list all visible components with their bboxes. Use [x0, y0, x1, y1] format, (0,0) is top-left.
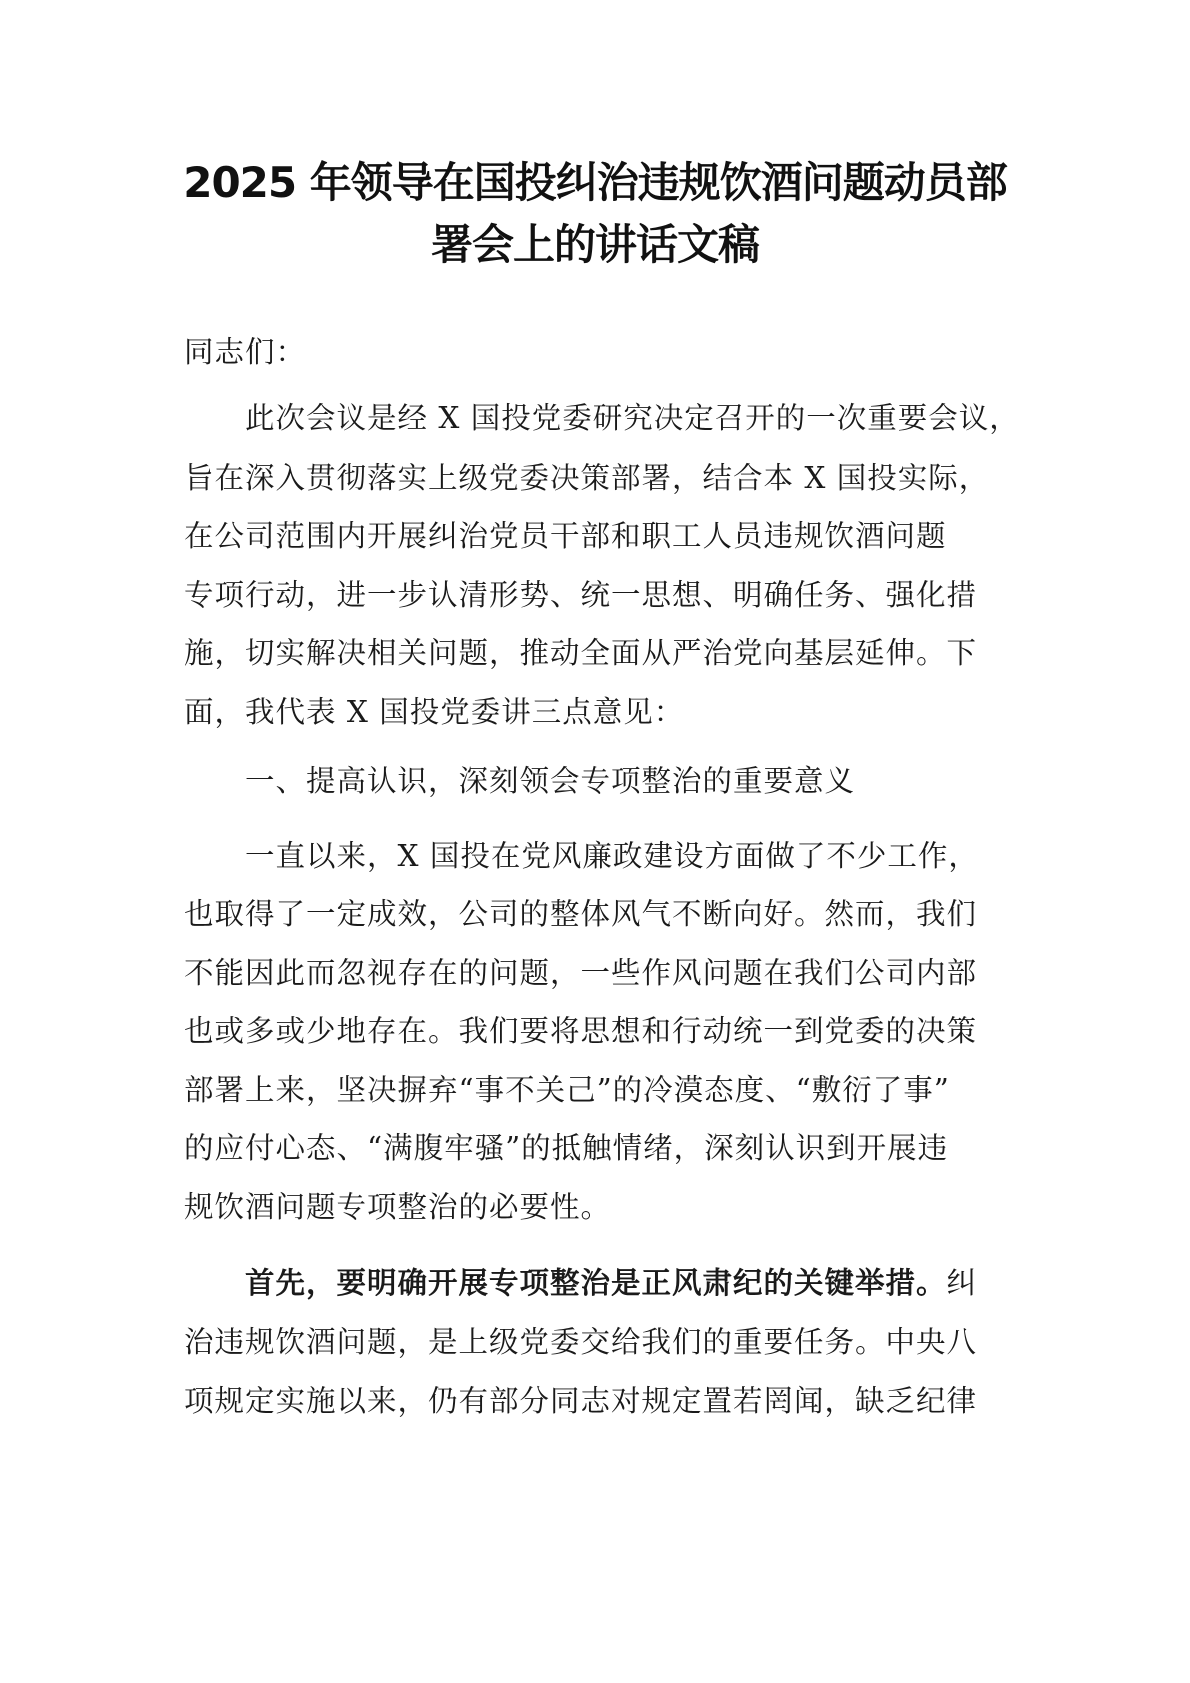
paragraph-line: 此次会议是经 X 国投党委研究决定召开的一次重要会议，	[245, 401, 1020, 435]
paragraph-line: 在公司范围内开展纠治党员干部和职工人员违规饮酒问题	[184, 519, 947, 553]
paragraph-line: 施，切实解决相关问题，推动全面从严治党向基层延伸。下	[184, 636, 978, 670]
paragraph-line: 旨在深入贯彻落实上级党委决策部署，结合本 X 国投实际，	[184, 461, 990, 495]
paragraph-line: 规饮酒问题专项整治的必要性。	[184, 1190, 612, 1224]
paragraph-line: 的应付心态、“满腹牢骚”的抵触情绪，深刻认识到开展违	[184, 1131, 949, 1165]
paragraph-line: 也取得了一定成效，公司的整体风气不断向好。然而，我们	[184, 897, 978, 931]
paragraph-line: 一直以来，X 国投在党风廉政建设方面做了不少工作，	[245, 839, 979, 873]
paragraph-line: 不能因此而忽视存在的问题，一些作风问题在我们公司内部	[184, 956, 978, 990]
paragraph-line-emphasis	[245, 1263, 977, 1303]
paragraph-line: 面，我代表 X 国投党委讲三点意见：	[184, 695, 685, 729]
paragraph-line: 部署上来，坚决摒弃“事不关己”的冷漠态度、“敷衍了事”	[184, 1073, 950, 1107]
paragraph-line: 治违规饮酒问题，是上级党委交给我们的重要任务。中央八	[184, 1325, 978, 1359]
paragraph-line: 也或多或少地存在。我们要将思想和行动统一到党委的决策	[184, 1014, 978, 1048]
paragraph-line: 专项行动，进一步认清形势、统一思想、明确任务、强化措	[184, 578, 978, 612]
paragraph-line: 项规定实施以来，仍有部分同志对规定置若罔闻，缺乏纪律	[184, 1384, 978, 1418]
emphasis-lead: 首先，要明确开展专项整治是正风肃纪的关键举措。	[245, 1265, 947, 1300]
section-heading: 一、提高认识，深刻领会专项整治的重要意义	[245, 764, 856, 798]
document-title-line-2: 署会上的讲话文稿	[430, 220, 759, 269]
salutation: 同志们：	[184, 335, 307, 369]
emphasis-tail: 纠	[946, 1266, 978, 1300]
document-title-line-1: 2025 年领导在国投纠治违规饮酒问题动员部	[183, 158, 1007, 207]
